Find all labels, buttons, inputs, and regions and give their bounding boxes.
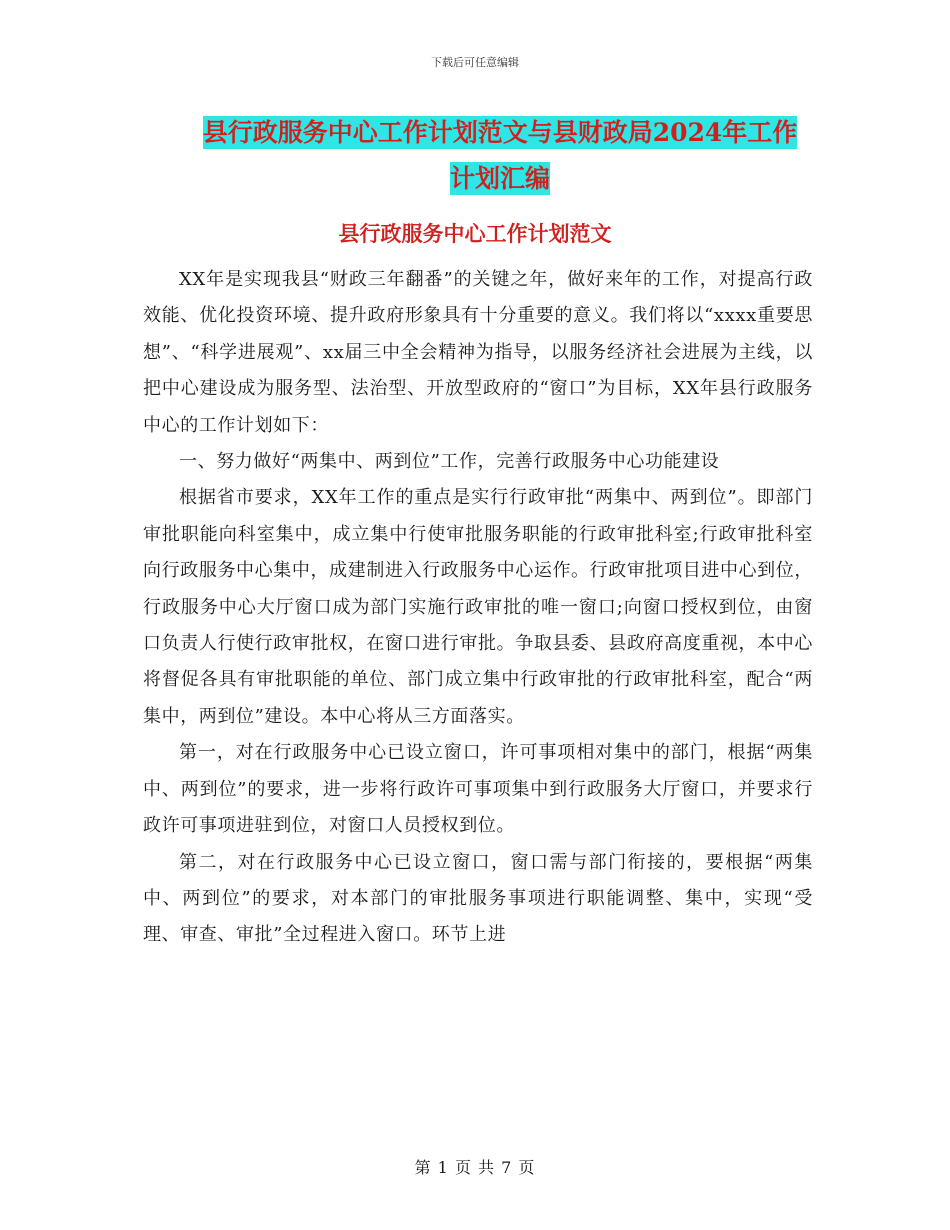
body-content xyxy=(143,262,813,954)
document-title xyxy=(140,110,860,202)
paragraph: 第二，对在行政服务中心已设立窗口，窗口需与部门衔接的，要根据“两集中、两到位”的要求，对本部门的审批服务事项进行职能调整、集中，实现“受理、审查、审批”全过程进入窗口。环节上进 xyxy=(143,851,813,946)
page-header-note: 下载后可任意编辑 xyxy=(431,56,519,69)
paragraph: 一、努力做好“两集中、两到位”工作，完善行政服务中心功能建设 xyxy=(179,451,720,473)
paragraph: XX年是实现我县“财政三年翻番”的关键之年，做好来年的工作，对提高行政效能、优化投资环境、提升政府形象具有十分重要的意义。我们将以“xxxx重要思想”、“科学进展观”、xx届三中全会精神为指导，以服务经济社会进展为主线，以把中心建设成为服务型、法治型、开放型政府的“窗口”为目标，XX年县行政服务中心的工作计划如下： xyxy=(143,269,813,436)
document-title-line1: 县行政服务中心工作计划范文与县财政局2024年工作 xyxy=(202,118,798,147)
page-footer: 第 1 页 共 7 页 xyxy=(414,1158,536,1177)
paragraph: 第一，对在行政服务中心已设立窗口，许可事项相对集中的部门，根据“两集中、两到位”的要求，进一步将行政许可事项集中到行政服务大厅窗口，并要求行政许可事项进驻到位，对窗口人员授权到位。 xyxy=(143,742,813,837)
document-title-line2: 计划汇编 xyxy=(449,164,550,193)
paragraph: 根据省市要求，XX年工作的重点是实行行政审批“两集中、两到位”。即部门审批职能向科室集中，成立集中行使审批服务职能的行政审批科室;行政审批科室向行政服务中心集中，成建制进入行政服务中心运作。行政审批项目进中心到位，行政服务中心大厅窗口成为部门实施行政审批的唯一窗口;向窗口授权到位，由窗口负责人行使行政审批权，在窗口进行审批。争取县委、县政府高度重视，本中心将督促各具有审批职能的单位、部门成立集中行政审批的行政审批科室，配合“两集中，两到位”建设。本中心将从三方面落实。 xyxy=(143,487,813,727)
section-title: 县行政服务中心工作计划范文 xyxy=(338,221,612,246)
